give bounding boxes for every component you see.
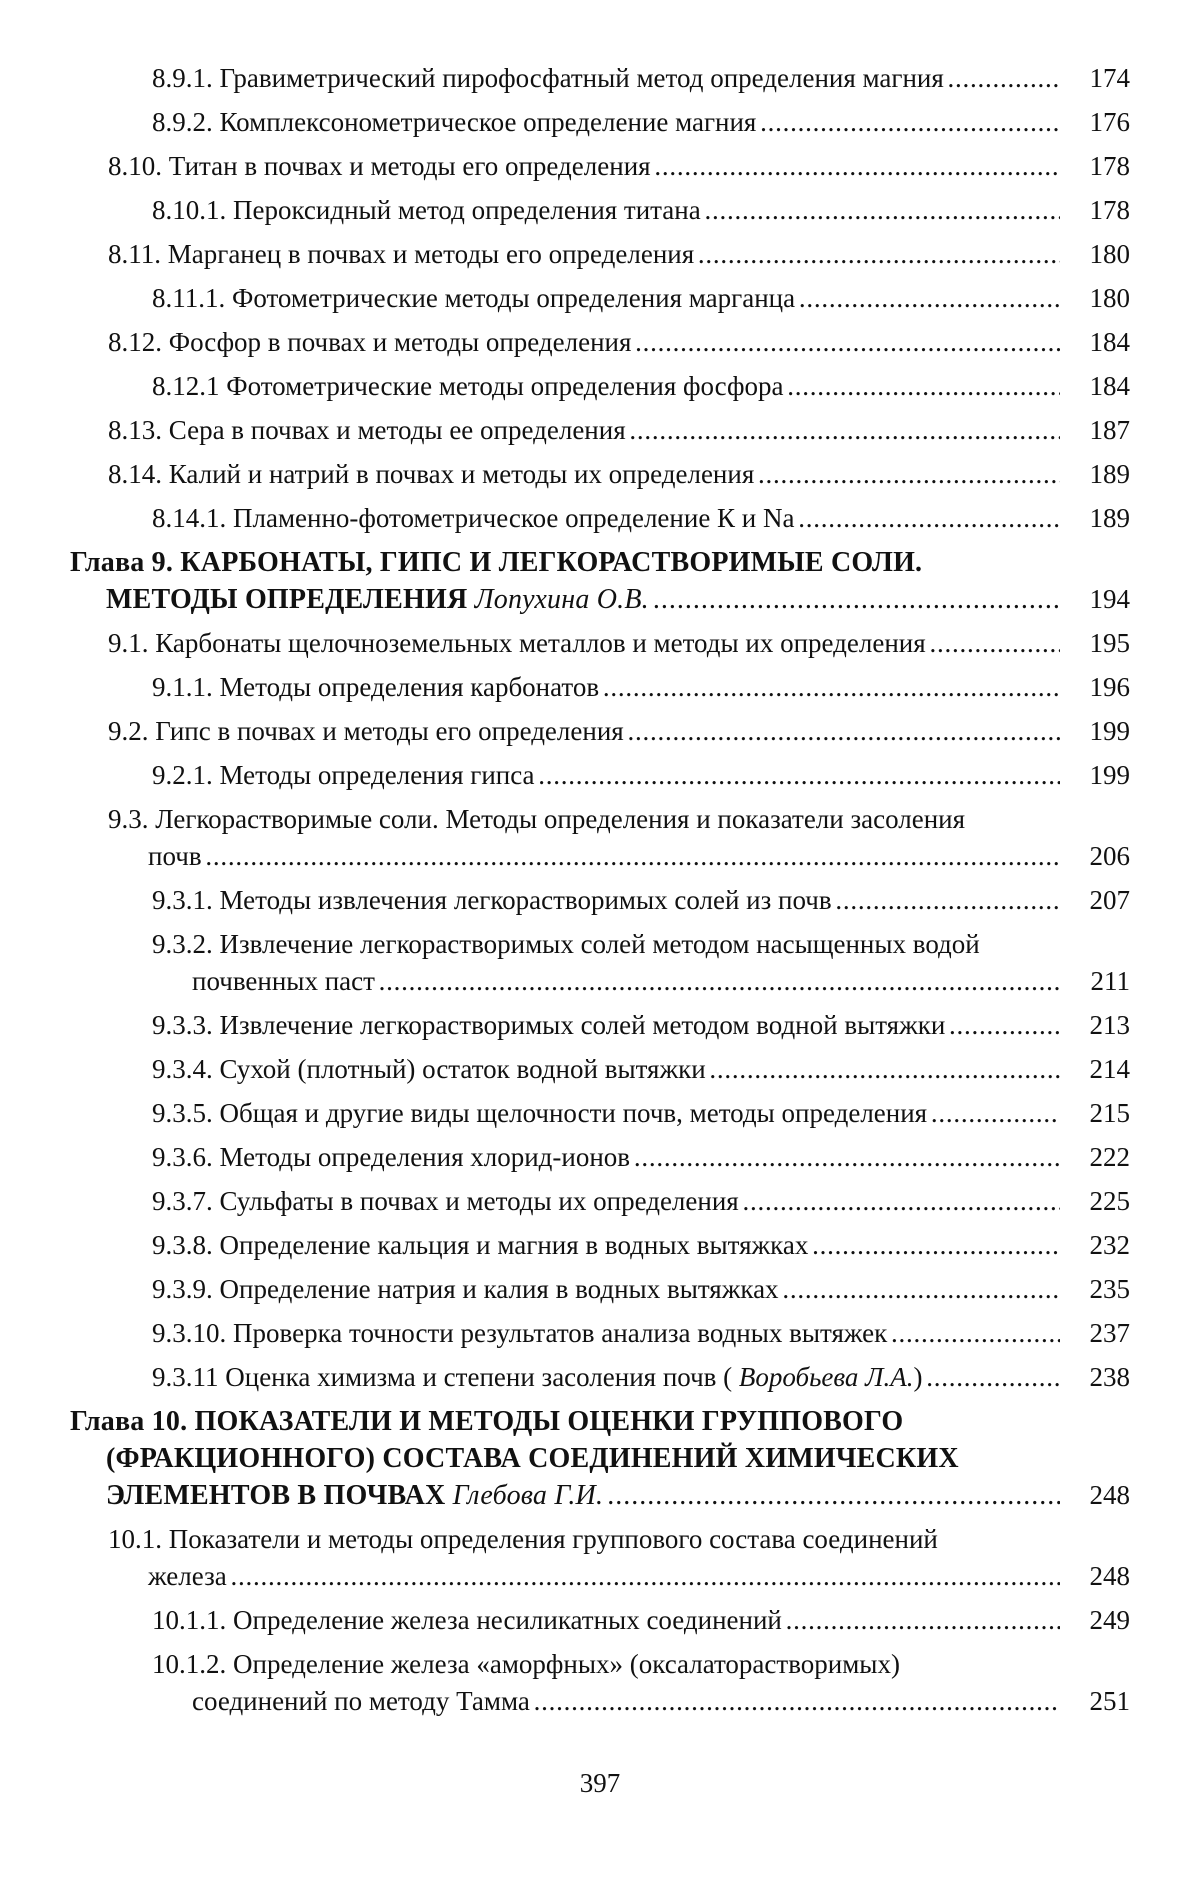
toc-entry-title-line: 9.1. Карбонаты щелочноземельных металлов и методы их определения	[108, 628, 926, 658]
toc-entry-title	[70, 544, 1060, 618]
toc-entry	[70, 60, 1130, 97]
toc-entry-title-line: 9.1.1. Методы определения карбонатов	[152, 672, 600, 702]
toc-entry-title-line: 8.13. Сера в почвах и методы ее определения	[108, 415, 626, 445]
toc-entry	[70, 1095, 1130, 1132]
toc-entry	[70, 1271, 1130, 1308]
toc-entry-title	[108, 324, 1060, 361]
toc-entry-title-line: 8.14. Калий и натрий в почвах и методы их определения	[108, 459, 755, 489]
toc-entry-title-line: соединений по методу Тамма	[192, 1686, 530, 1716]
toc-entry-title-line: 10.1.2. Определение железа «аморфных» (оксалаторастворимых)	[152, 1649, 900, 1679]
toc-entry-title	[152, 60, 1060, 97]
toc-entry-title-line: 9.3.10. Проверка точности результатов анализа водных вытяжек	[152, 1318, 888, 1348]
toc-entry-title-line: Глава 9. КАРБОНАТЫ, ГИПС И ЛЕГКОРАСТВОРИМЫЕ СОЛИ.	[70, 547, 923, 578]
toc-entry-title	[108, 625, 1060, 662]
toc-entry-title	[152, 1602, 1060, 1639]
toc-entry-page-number: 215	[1064, 1095, 1130, 1132]
page-number: 397	[579, 1768, 621, 1798]
toc-entry-page-number: 180	[1064, 236, 1130, 273]
toc-entry-title	[108, 412, 1060, 449]
toc-entry-author: Воробьева Л.А.	[738, 1362, 914, 1392]
toc-entry-page-number: 249	[1064, 1602, 1130, 1639]
toc-entry	[70, 882, 1130, 919]
toc-entry-title	[152, 1359, 1060, 1396]
toc-entry-title-line: ЭЛЕМЕНТОВ В ПОЧВАХ	[106, 1480, 446, 1511]
toc-entry-title	[108, 148, 1060, 185]
toc-entry-title-line: 9.3.1. Методы извлечения легкорастворимых солей из почв	[152, 885, 832, 915]
toc-entry-title	[152, 1227, 1060, 1264]
toc-entry-title	[152, 500, 1060, 537]
toc-entry-title-line: 9.2. Гипс в почвах и методы его определения	[108, 716, 624, 746]
toc-entry-title-line: железа	[148, 1561, 227, 1591]
toc-entry-title-line: 9.3.3. Извлечение легкорастворимых солей методом водной вытяжки	[152, 1010, 946, 1040]
toc-entry-title	[108, 1521, 1060, 1595]
toc-entry	[70, 456, 1130, 493]
toc-entry	[70, 757, 1130, 794]
toc-entry-page-number: 235	[1064, 1271, 1130, 1308]
toc-entry-title	[152, 882, 1060, 919]
toc-entry-title	[152, 1051, 1060, 1088]
toc-entry-title-line: Глава 10. ПОКАЗАТЕЛИ И МЕТОДЫ ОЦЕНКИ ГРУППОВОГО	[70, 1406, 904, 1437]
toc-entry-title	[152, 280, 1060, 317]
toc-entry-title-line: МЕТОДЫ ОПРЕДЕЛЕНИЯ	[106, 584, 468, 615]
toc-entry-title-line: почв	[148, 841, 202, 871]
toc-entry-title-line: 8.11.1. Фотометрические методы определения марганца	[152, 283, 796, 313]
toc-entry-title-line: 9.3.6. Методы определения хлорид-ионов	[152, 1142, 631, 1172]
toc-entry-title-line: 8.11. Марганец в почвах и методы его определения	[108, 239, 695, 269]
toc-entry	[70, 280, 1130, 317]
toc-entry	[70, 1139, 1130, 1176]
toc-entry-title-line: почвенных паст	[192, 966, 375, 996]
toc-entry-title-line: 10.1.1. Определение железа несиликатных соединений	[152, 1605, 782, 1635]
toc-entry-title	[70, 1403, 1060, 1514]
toc-entry	[70, 500, 1130, 537]
toc-entry	[70, 1007, 1130, 1044]
toc-entry-title	[152, 104, 1060, 141]
toc-entry-page-number: 196	[1064, 669, 1130, 706]
toc-entry-title	[108, 456, 1060, 493]
table-of-contents	[70, 60, 1130, 1727]
toc-entry-title	[152, 1007, 1060, 1044]
toc-entry-page-number: 232	[1064, 1227, 1130, 1264]
toc-entry-page-number: 174	[1064, 60, 1130, 97]
toc-entry-title-line: 9.3.9. Определение натрия и калия в водных вытяжках	[152, 1274, 779, 1304]
toc-entry-title	[152, 669, 1060, 706]
toc-entry-page-number: 189	[1064, 456, 1130, 493]
toc-entry-title	[152, 1271, 1060, 1308]
toc-entry	[70, 713, 1130, 750]
toc-entry-page-number: 199	[1064, 757, 1130, 794]
toc-entry-page-number: 207	[1064, 882, 1130, 919]
toc-entry	[70, 926, 1130, 1000]
toc-entry-page-number: 251	[1064, 1683, 1130, 1720]
toc-entry	[70, 669, 1130, 706]
toc-entry-page-number: 213	[1064, 1007, 1130, 1044]
toc-entry-title-line: 10.1. Показатели и методы определения группового состава соединений	[108, 1524, 938, 1554]
toc-entry-title-line: 9.3.4. Сухой (плотный) остаток водной вытяжки	[152, 1054, 706, 1084]
toc-entry-title-line: 8.10. Титан в почвах и методы его определения	[108, 151, 651, 181]
toc-entry-page-number: 176	[1064, 104, 1130, 141]
toc-entry-title-line: 9.2.1. Методы определения гипса	[152, 760, 535, 790]
toc-entry-suffix: )	[913, 1362, 923, 1392]
toc-entry-title-line: 9.3. Легкорастворимые соли. Методы определения и показатели засоления	[108, 804, 966, 834]
toc-entry-title	[152, 1139, 1060, 1176]
toc-entry	[70, 801, 1130, 875]
toc-entry-page-number: 199	[1064, 713, 1130, 750]
toc-entry-title-line: 9.3.2. Извлечение легкорастворимых солей методом насыщенных водой	[152, 929, 980, 959]
toc-entry	[70, 148, 1130, 185]
toc-entry-page-number: 214	[1064, 1051, 1130, 1088]
toc-entry-title-line: 9.3.7. Сульфаты в почвах и методы их определения	[152, 1186, 739, 1216]
toc-entry-page-number: 225	[1064, 1183, 1130, 1220]
toc-entry-title	[108, 236, 1060, 273]
toc-entry	[70, 1521, 1130, 1595]
toc-entry-title-line: 9.3.11 Оценка химизма и степени засоления почв (	[152, 1362, 733, 1392]
toc-entry-title-line: 8.14.1. Пламенно-фотометрическое определение К и Na	[152, 503, 795, 533]
toc-entry	[70, 236, 1130, 273]
toc-entry-title	[152, 1646, 1060, 1720]
toc-entry-title	[152, 192, 1060, 229]
toc-entry-title-line: 8.12.1 Фотометрические методы определения фосфора	[152, 371, 784, 401]
toc-entry	[70, 104, 1130, 141]
toc-chapter-entry	[70, 544, 1130, 618]
toc-entry	[70, 368, 1130, 405]
toc-entry-page-number: 184	[1064, 368, 1130, 405]
toc-entry	[70, 1602, 1130, 1639]
toc-entry-page-number: 184	[1064, 324, 1130, 361]
toc-entry-title	[152, 368, 1060, 405]
toc-entry-page-number: 222	[1064, 1139, 1130, 1176]
toc-entry	[70, 1227, 1130, 1264]
toc-entry-page-number: 178	[1064, 192, 1130, 229]
toc-entry-title-line: 8.12. Фосфор в почвах и методы определения	[108, 327, 632, 357]
toc-entry-title	[152, 1315, 1060, 1352]
toc-entry	[70, 1051, 1130, 1088]
toc-entry-page-number: 178	[1064, 148, 1130, 185]
toc-chapter-entry	[70, 1403, 1130, 1514]
toc-entry-title-line: 8.10.1. Пероксидный метод определения титана	[152, 195, 701, 225]
toc-entry-author: Глебова Г.И.	[452, 1480, 604, 1511]
toc-entry-title-line: 8.9.2. Комплексонометрическое определение магния	[152, 107, 757, 137]
toc-entry-author: Лопухина О.В.	[474, 584, 649, 615]
toc-entry-title	[108, 801, 1060, 875]
toc-entry-page-number: 248	[1064, 1558, 1130, 1595]
toc-entry-title-line: 9.3.5. Общая и другие виды щелочности почв, методы определения	[152, 1098, 928, 1128]
toc-entry-page-number: 195	[1064, 625, 1130, 662]
toc-entry-title-line: 8.9.1. Гравиметрический пирофосфатный метод определения магния	[152, 63, 944, 93]
toc-entry-page-number: 248	[1064, 1477, 1130, 1514]
toc-entry	[70, 1646, 1130, 1720]
toc-entry-page-number: 189	[1064, 500, 1130, 537]
toc-entry	[70, 1359, 1130, 1396]
toc-entry-page-number: 211	[1064, 963, 1130, 1000]
toc-entry-page-number: 238	[1064, 1359, 1130, 1396]
toc-entry-title	[152, 757, 1060, 794]
toc-entry-title	[108, 713, 1060, 750]
toc-entry-page-number: 194	[1064, 581, 1130, 618]
toc-entry	[70, 1183, 1130, 1220]
toc-entry	[70, 192, 1130, 229]
toc-entry-page-number: 206	[1064, 838, 1130, 875]
toc-entry	[70, 1315, 1130, 1352]
toc-entry-page-number: 180	[1064, 280, 1130, 317]
toc-entry-page-number: 237	[1064, 1315, 1130, 1352]
toc-entry-title	[152, 1095, 1060, 1132]
toc-entry-title	[152, 1183, 1060, 1220]
toc-entry-title-line: 9.3.8. Определение кальция и магния в водных вытяжках	[152, 1230, 809, 1260]
toc-entry	[70, 324, 1130, 361]
toc-entry	[70, 412, 1130, 449]
toc-entry-title-line: (ФРАКЦИОННОГО) СОСТАВА СОЕДИНЕНИЙ ХИМИЧЕСКИХ	[106, 1443, 959, 1474]
toc-entry-title	[152, 926, 1060, 1000]
toc-entry	[70, 625, 1130, 662]
toc-entry-page-number: 187	[1064, 412, 1130, 449]
